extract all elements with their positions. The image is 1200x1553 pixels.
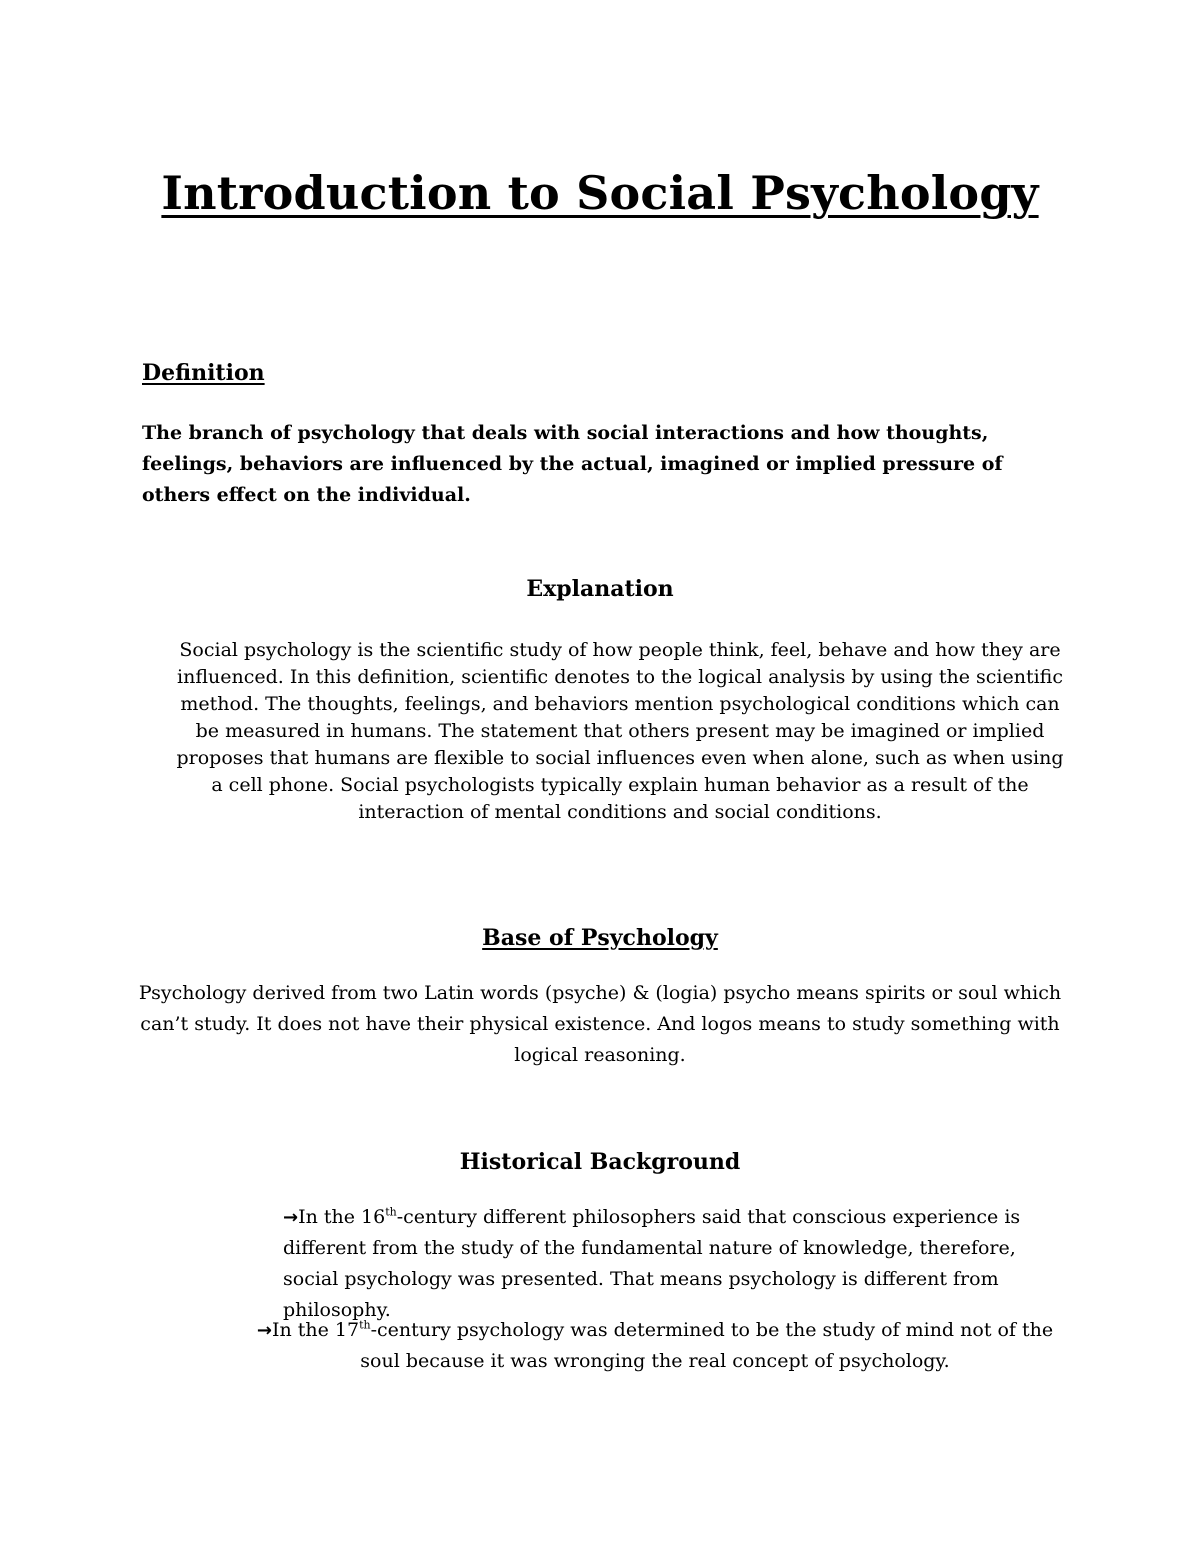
history-bullet-lead: In the 17 <box>271 1319 360 1341</box>
page-title: Introduction to Social Psychology <box>161 166 1039 220</box>
explanation-paragraph: Social psychology is the scientific study of how people think, feel, behave and how they are influenced. In this definition, scientific denotes to the logical analysis by using the scientific method. The thoughts, feelings, and behaviors mention psychological conditions which can be measured in humans. The statement that others present may be imagined or implied proposes that humans are flexible to social influences even when alone, such as when using a cell phone. Social psychologists typically explain human behavior as a result of the interaction of mental conditions and social conditions. <box>176 639 1064 823</box>
historical-background-heading: Historical Background <box>459 1149 741 1175</box>
definition-heading: Definition <box>142 360 265 386</box>
ordinal-suffix: th <box>385 1205 397 1219</box>
definition-paragraph: The branch of psychology that deals with social interactions and how thoughts, feelings, behaviors are influenced by the actual, imagined or implied pressure of others effect on the individual. <box>142 422 1003 506</box>
explanation-heading: Explanation <box>526 576 674 602</box>
base-of-psychology-paragraph: Psychology derived from two Latin words (psyche) & (logia) psycho means spirits or soul which can’t study. It does not have their physical existence. And logos means to study something with logical reasoning. <box>138 982 1062 1066</box>
ordinal-suffix: th <box>359 1318 371 1332</box>
history-bullet-lead: In the 16 <box>298 1206 386 1228</box>
base-of-psychology-heading: Base of Psychology <box>482 925 718 951</box>
arrow-right-icon: → <box>283 1207 299 1228</box>
history-bullet-text: -century different philosophers said that conscious experience is different from the study of the fundamental nature of knowledge, therefore, social psychology was presented. That means psychology is different from philosophy. <box>283 1206 1021 1321</box>
history-bullet-text: -century psychology was determined to be the study of mind not of the soul because it was wronging the real concept of psychology. <box>360 1319 1054 1372</box>
history-bullet-16th-century <box>283 1202 1073 1326</box>
arrow-right-icon: → <box>256 1320 272 1341</box>
history-bullet-17th-century <box>240 1315 1070 1377</box>
